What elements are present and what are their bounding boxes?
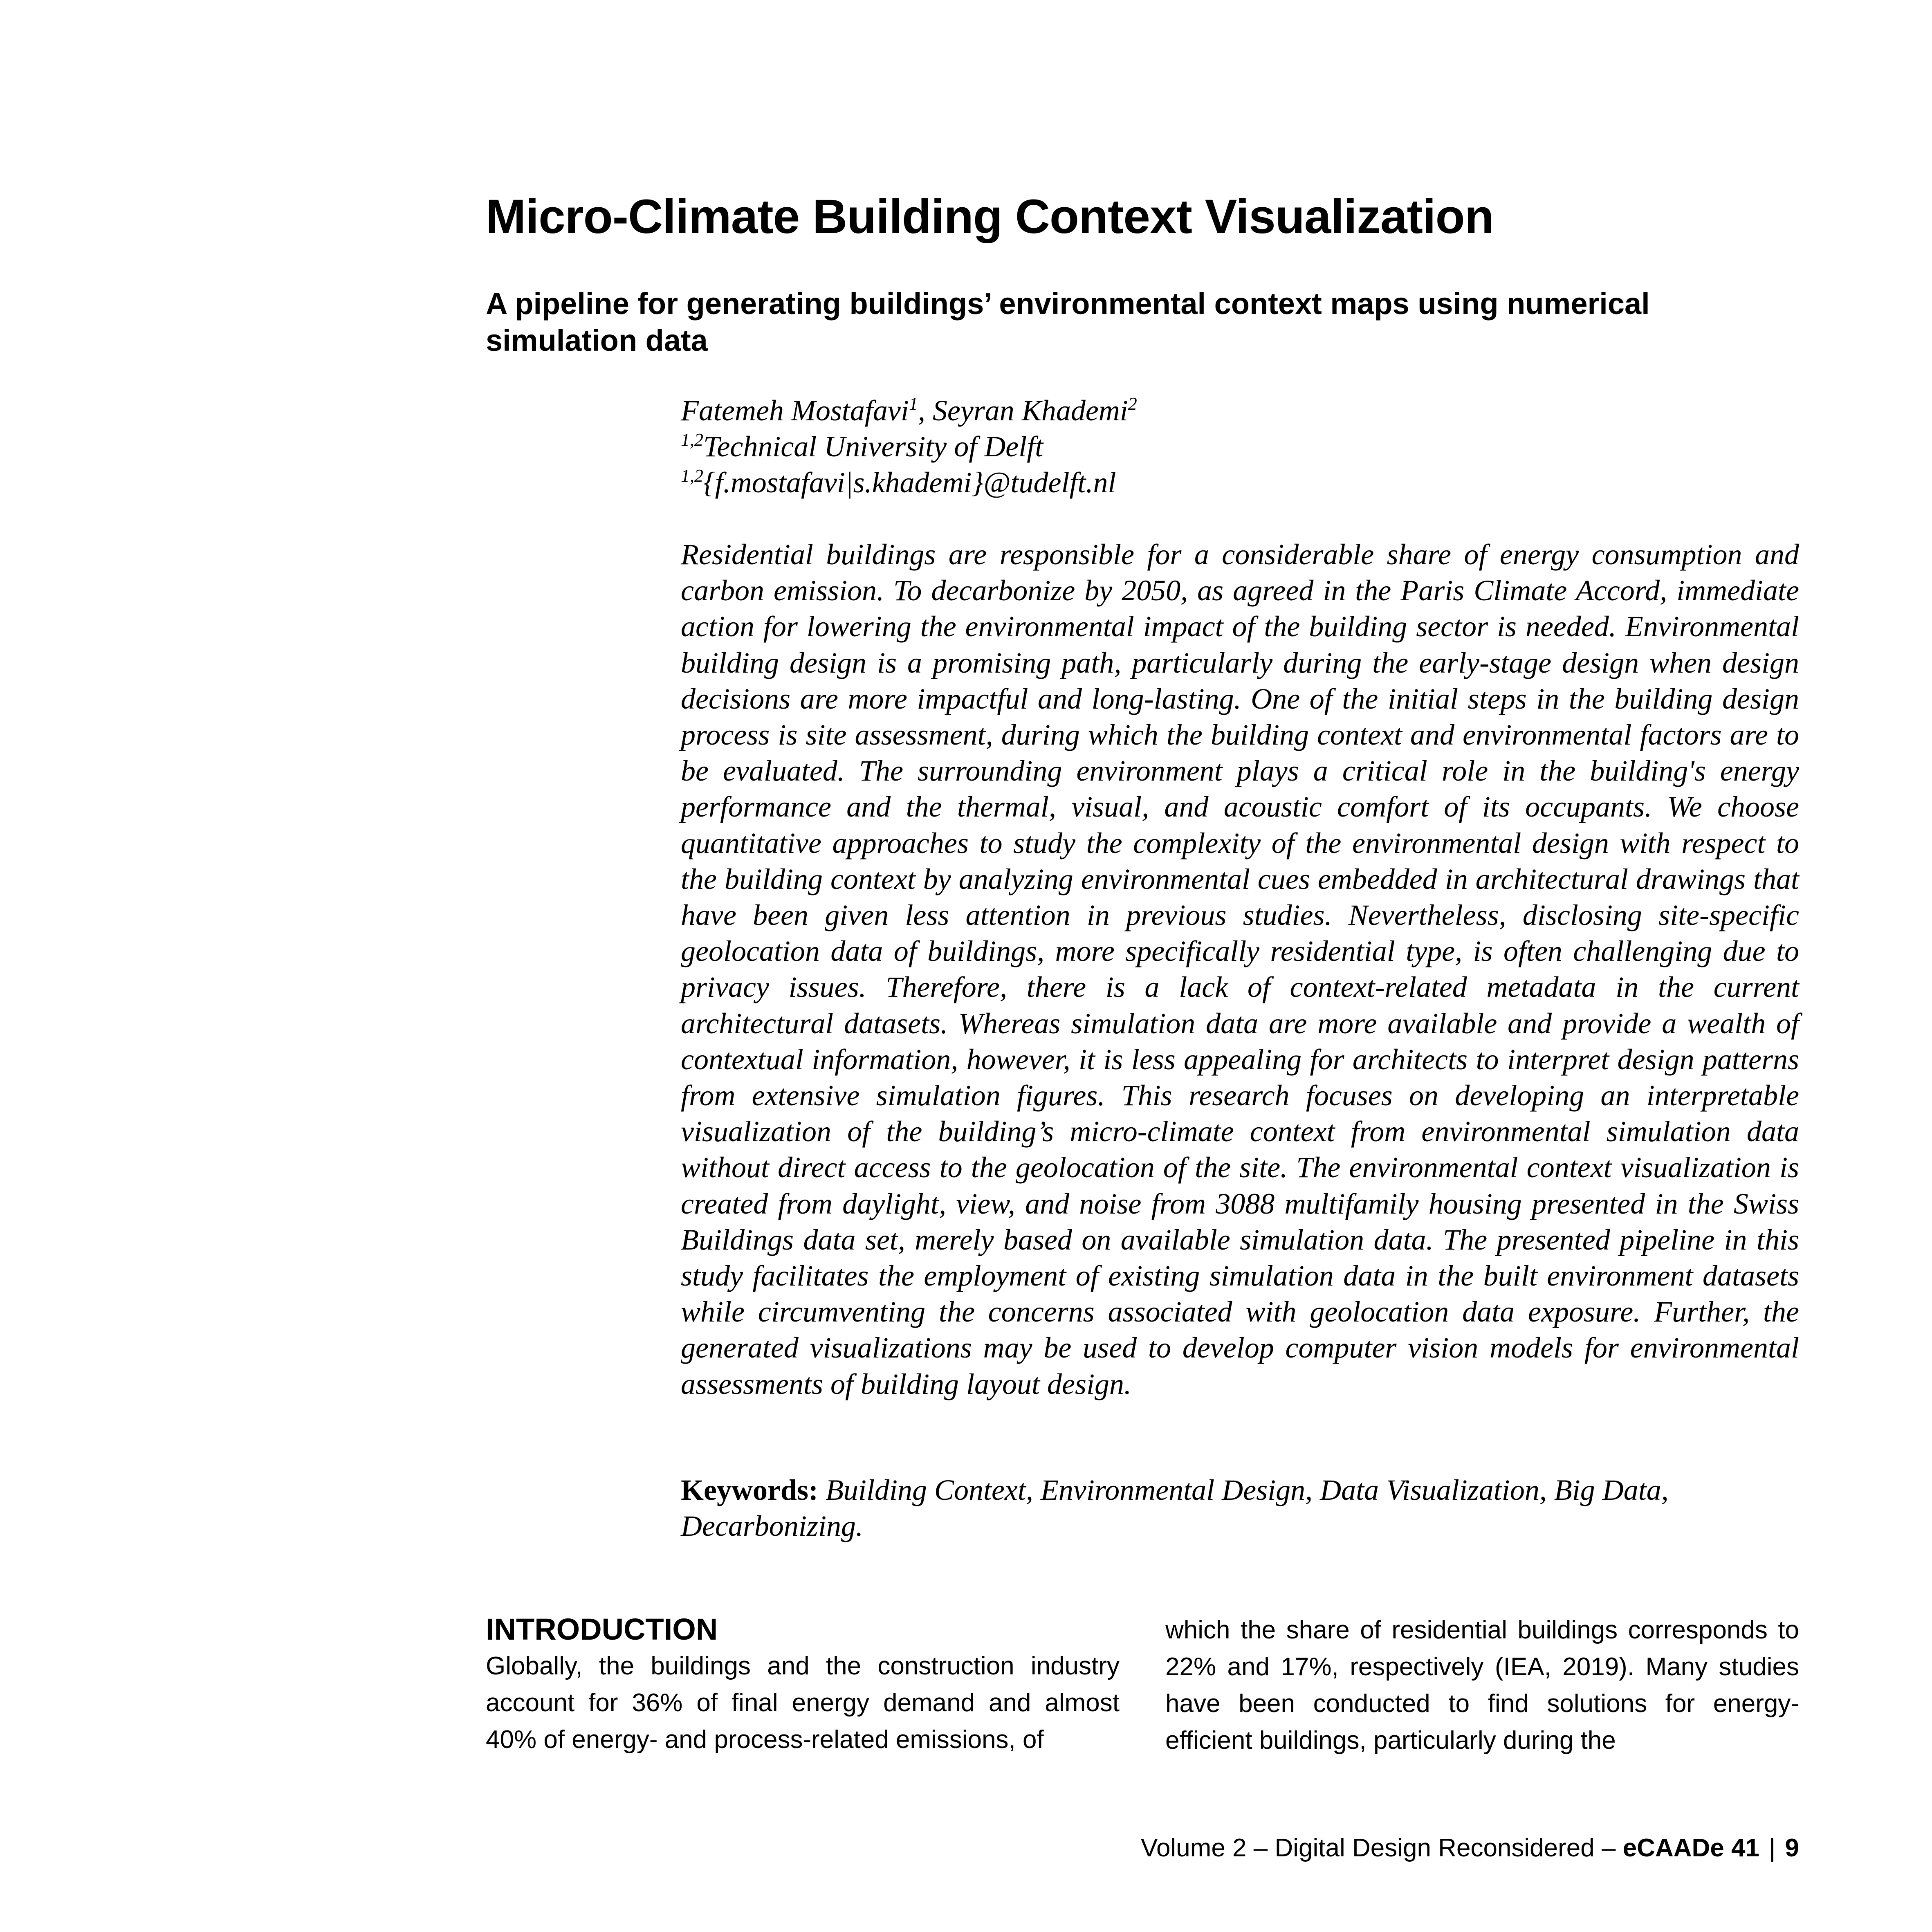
- introduction-right-column: which the share of residential buildings corresponds to 22% and 17%, respectively (IEA, 2019). Many studies have been conducted to find solutions for energy-efficient buildings, particularly during the: [1165, 1616, 1799, 1755]
- page-number: 9: [1785, 1834, 1799, 1862]
- keywords-list: Building Context, Environmental Design, Data Visualization, Big Data, Decarbonizing.: [681, 1474, 1669, 1542]
- paper-subtitle: A pipeline for generating buildings’ environmental context maps using numerical simulation data: [486, 287, 1650, 357]
- affiliation: Technical University of Delft: [703, 430, 1043, 463]
- footer-volume: Volume 2 – Digital Design Reconsidered –: [1141, 1834, 1623, 1862]
- author-name: Fatemeh Mostafavi: [681, 394, 909, 427]
- email-superscript: 1,2: [681, 466, 703, 486]
- introduction-left-column: Globally, the buildings and the construction industry account for 36% of final energy demand and almost 40% of energy- and process-related emissions, of: [486, 1652, 1120, 1754]
- affiliation-line: [681, 429, 1826, 464]
- author-email: {f.mostafavi|s.khademi}@tudelft.nl: [703, 466, 1116, 499]
- introduction-heading: INTRODUCTION: [486, 1612, 718, 1646]
- abstract: Residential buildings are responsible for a considerable share of energy consumption and carbon emission. To decarbonize by 2050, as agreed in the Paris Climate Accord, immediate action for lowering the environmental impact of the building sector is needed. Environmental building design is a promising path, particularly during the early-stage design when design decisions are more impactful and long-lasting. One of the initial steps in the building design process is site assessment, during which the building context and environmental factors are to be evaluated. The surrounding environment plays a critical role in the building's energy performance and the thermal, visual, and acoustic comfort of its occupants. We choose quantitative approaches to study the complexity of the environmental design with respect to the building context by analyzing environmental cues embedded in architectural drawings that have been given less attention in previous studies. Nevertheless, disclosing site-specific geolocation data of buildings, more specifically residential type, is often challenging due to privacy issues. Therefore, there is a lack of context-related metadata in the current architectural datasets. Whereas simulation data are more available and provide a wealth of contextual information, however, it is less appealing for architects to interpret design patterns from extensive simulation figures. This research focuses on developing an interpretable visualization of the building’s micro-climate context from environmental simulation data without direct access to the geolocation of the site. The environmental context visualization is created from daylight, view, and noise from 3088 multifamily housing presented in the Swiss Buildings data set, merely based on available simulation data. The presented pipeline in this study facilitates the employment of existing simulation data in the built environment datasets while circumventing the concerns associated with geolocation data exposure. Further, the generated visualizations may be used to develop computer vision models for environmental assessments of building layout design.: [681, 538, 1799, 1400]
- author-separator: ,: [918, 394, 933, 427]
- author-superscript: 2: [1128, 394, 1137, 414]
- footer-conference: eCAADe 41: [1622, 1834, 1759, 1862]
- author-superscript: 1: [909, 394, 918, 414]
- paper-title: Micro-Climate Building Context Visualization: [486, 190, 1494, 244]
- author-block: [681, 393, 1826, 500]
- keywords: [681, 1472, 1799, 1544]
- author-name: Seyran Khademi: [932, 394, 1128, 427]
- page-footer: [1141, 1832, 1799, 1865]
- affiliation-superscript: 1,2: [681, 430, 703, 450]
- footer-separator: |: [1769, 1834, 1776, 1862]
- email-line: [681, 464, 1826, 500]
- keywords-label: Keywords:: [681, 1474, 818, 1506]
- author-line: [681, 393, 1826, 429]
